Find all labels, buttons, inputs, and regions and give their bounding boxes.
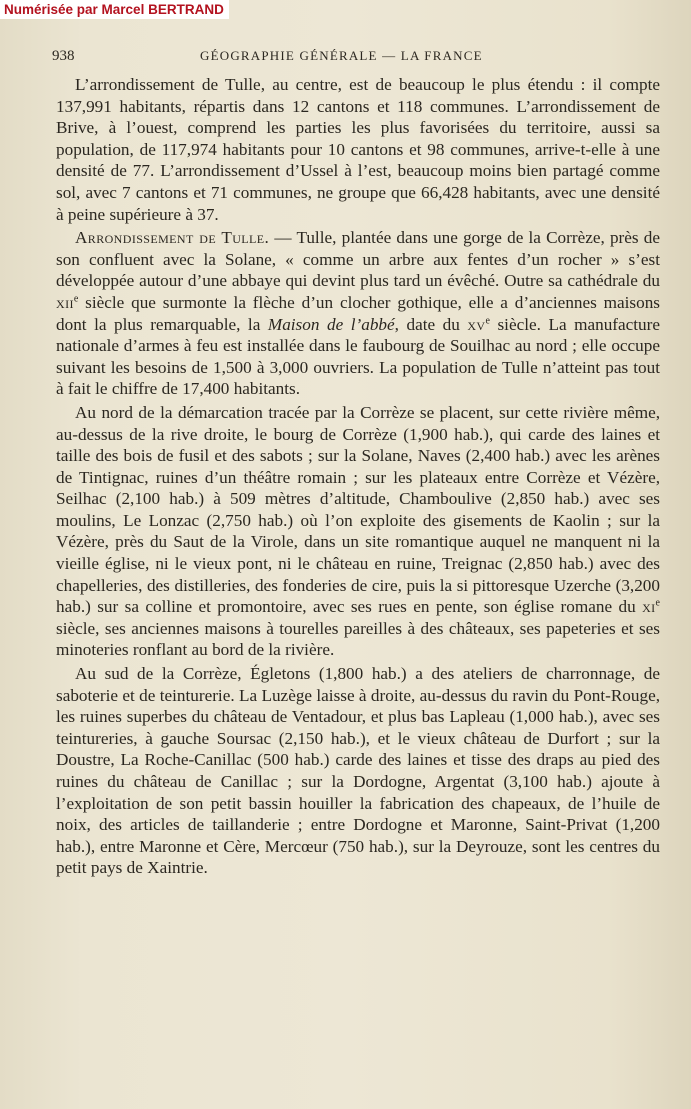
paragraph-nord-correze: Au nord de la démarcation tracée par la Corrèze se placent, sur cette rivière même, au-dessus de la rive droite, le bourg de Corrèze (1,900 hab.), qui carde des laines et taille des bois de fusil et des sabots ; sur la Solane, Naves (2,400 hab.) avec les arènes de Tintignac, ruines d’un théâtre romain ; sur les plateaux entre Corrèze et Vézère, Seilhac (2,100 hab.) à 509 mètres d’altitude, Chamboulive (2,850 hab.) avec ses moulins, Le Lonzac (2,750 hab.) où l’on exploite des gisements de Kaolin ; sur la Vézère, près du Saut de la Virole, dans un site romantique auquel ne manquent ni la vieille église, ni le vieux pont, ni le château en ruine, Treignac (2,850 hab.) avec des chapelleries, des distilleries, des fonderies de cire, puis la si pittoresque Uzerche (3,200 hab.) sur sa colline et promontoire, avec ses rues en pente, son église romane du $xi^e$ siècle, ses anciennes maisons à tourelles pareilles à des châteaux, ses papeteries et ses minoteries ronflant au bord de la rivière. (56, 402, 660, 660)
paragraph-sud-correze: Au sud de la Corrèze, Égletons (1,800 hab.) a des ateliers de charronnage, de saboterie et de teinturerie. La Luzège laisse à droite, au-dessus du ravin du Pont-Rouge, les ruines superbes du château de Ventadour, et plus bas Lapleau (1,000 hab.), avec ses teintureries, à gauche Soursac (2,150 hab.), et le vieux château de Durfort ; sur la Doustre, La Roche-Canillac (500 hab.) carde des laines et tisse des draps au pied des ruines du château de Canillac ; sur la Dordogne, Argentat (3,100 hab.) ajoute à l’exploitation de son petit bassin houiller la fabrication des chapeaux, de l’huile de noix, des articles de taillanderie ; entre Dordogne et Maronne, Saint-Privat (1,200 hab.), entre Maronne et Cère, Mercœur (750 hab.), sur la Deyrouze, sont les centres du petit pays de Xaintrie. (56, 664, 660, 878)
body-text (56, 74, 660, 879)
digitization-stamp: Numérisée par Marcel BERTRAND (0, 0, 229, 19)
section-lead: Arrondissement de Tulle. (75, 228, 270, 248)
italic-name: Maison de l’abbé (267, 314, 395, 334)
running-header (52, 48, 660, 66)
paragraph-arrondissements: L’arrondissement de Tulle, au centre, est de beaucoup le plus étendu : il compte 137,991 habitants, répartis dans 12 cantons et 118 communes. L’arrondissement de Brive, à l’ouest, comprend les parties les plus favorisées du territoire, aussi sa population, de 117,974 habitants pour 10 cantons et 98 communes, arrive-t-elle à une densité de 77. L’arrondissement d’Ussel à l’est, beaucoup moins bien partagé comme sol, avec 7 cantons et 71 communes, ne groupe que 66,428 habitants, avec une densité à peine supérieure à 37. (56, 75, 660, 224)
page-number: 938 (52, 48, 75, 64)
paragraph-tulle: Arrondissement de Tulle. — Tulle, plantée dans une gorge de la Corrèze, près de son confluent avec la Solane, « comme un arbre aux fentes d’un rocher » s’est développée autour d’une abbaye qui devint plus tard un évêché. Outre sa cathédrale du xii$^e$ siècle que surmonte la flèche d’un clocher gothique, elle a d’anciennes maisons dont la plus remarquable, la Maison de l’abbé, date du $xv^e$ siècle. La manufacture nationale d’armes à feu est installée dans le faubourg de Souilhac au nord ; elle occupe suivant les besoins de 1,500 à 3,000 ouvriers. La population de Tulle n’atteint pas tout à fait le chiffre de 17,400 habitants. (56, 228, 661, 399)
running-title: GÉOGRAPHIE GÉNÉRALE — LA FRANCE (200, 48, 483, 63)
